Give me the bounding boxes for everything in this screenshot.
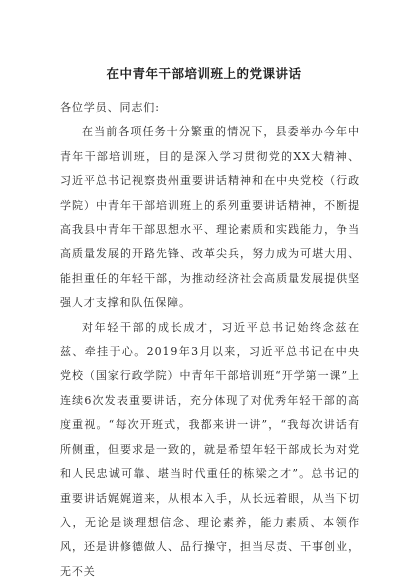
document-title: 在中青年干部培训班上的党课讲话 [106, 66, 302, 81]
salutation: 各位学员、同志们: [60, 101, 160, 114]
paragraph: 在当前各项任务十分繁重的情况下，县委举办今年中青年干部培训班，目的是深入学习贯彻党的XX大精神、习近平总书记视察贵州重要讲话精神和在中央党校（行政学院）中青年干部培训班上的系列重要讲话精神，不断提高我县中青年干部思想水平、理论素质和实践能力，争当高质量发展的开路先锋、改革尖兵，努力成为可堪大用、能担重任的年轻干部，为推动经济社会高质量发展提供坚强人才支撑和队伍保障。 [60, 125, 360, 310]
document-body [60, 96, 360, 584]
paragraph: 对年轻干部的成长成才，习近平总书记始终念兹在兹、牵挂于心。2019年3月以来，习近平总书记在中央党校（国家行政学院）中青年干部培训班“开学第一课”上连续6次发表重要讲话，充分体现了对优秀年轻干部的高度重视。“每次开班式，我都来讲一讲”，“我每次讲话有所侧重，但要求是一致的，就是希望年轻干部成长为对党和人民忠诚可靠、堪当时代重任的栋梁之才”。总书记的重要讲话娓娓道来，从根本入手，从长远着眼，从当下切入，无论是谈理想信念、理论素养，能力素质、本领作风，还是讲修德做人、品行操守，担当尽责、干事创业，无不关 [60, 320, 360, 578]
